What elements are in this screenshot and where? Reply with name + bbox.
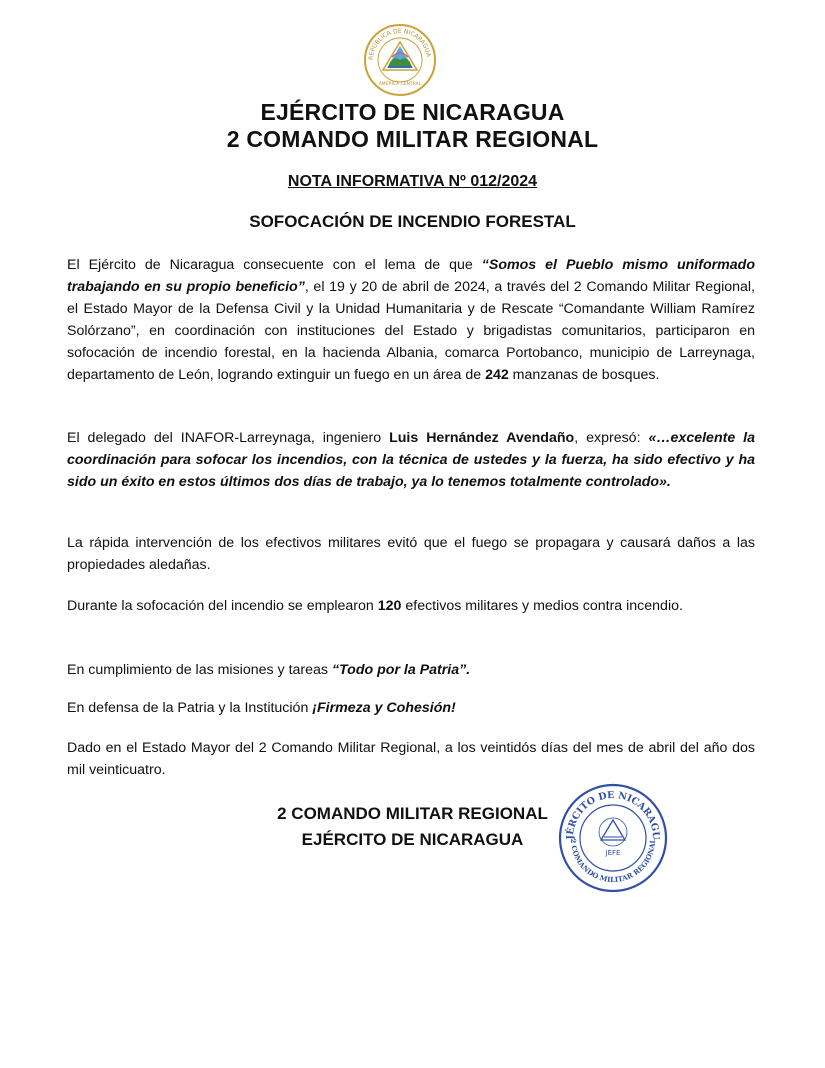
p1-text-a: El Ejército de Nicaragua consecuente con el lema de que (67, 257, 482, 273)
p1-area-value: 242 (485, 367, 509, 383)
official-seal-icon (557, 782, 669, 894)
p2-person-name: Luis Hernández Avendaño (389, 430, 575, 446)
p5-text-a: En cumplimiento de las misiones y tareas (67, 662, 332, 678)
p1-motto-quote: “Somos el Pueblo mismo uniformado trabajando en su propio beneficio” (67, 257, 755, 295)
emblem-lower-text: AMÉRICA CENTRAL (378, 82, 422, 87)
stamp-ring-top: JÉRCITO DE NICARAGU (564, 789, 662, 840)
signature-line1: 2 COMANDO MILITAR REGIONAL (277, 804, 548, 823)
nicaragua-coat-of-arms-icon (362, 22, 438, 98)
p6-text-a: En defensa de la Patria y la Institución (67, 700, 313, 716)
paragraph-7: Dado en el Estado Mayor del 2 Comando Militar Regional, a los veintidós días del mes de abril del año dos mil veinticuatro. (67, 740, 755, 778)
signature-line2: EJÉRCITO DE NICARAGUA (301, 830, 524, 849)
coat-of-arms-emblem (362, 22, 438, 98)
nota-informativa-number: NOTA INFORMATIVA Nº 012/2024 (287, 173, 538, 190)
p1-text-b: , el 19 y 20 de abril de 2024, a través del 2 Comando Militar Regional, el Estado Mayor de la Defensa Civil y la Unidad Humanitaria y de Rescate “Comandante William Ramírez Solórzano”, en coordinación con instituciones del Estado y brigadistas comunitarios, participaron en sofocación de incendio forestal, en la hacienda Albania, comarca Portobanco, municipio de Larreynaga, departamento de León, logrando extinguir un fuego en un área de (67, 279, 755, 383)
emblem-ring-text: REPÚBLICA DE NICARAGUA (367, 27, 432, 61)
paragraph-4 (67, 595, 755, 617)
p2-quote: «…excelente la coordinación para sofocar los incendios, con la técnica de ustedes y la fuerza, ha sido efectivo y ha sido un éxito en estos últimos dos días de trabajo, ya lo tenemos totalmente controlado». (67, 430, 756, 490)
p6-quote: ¡Firmeza y Cohesión! (312, 700, 456, 716)
stamp-ring-bottom: 2 COMANDO MILITAR REGIONAL (568, 838, 658, 885)
document-subtitle: SOFOCACIÓN DE INCENDIO FORESTAL (249, 212, 576, 231)
p4-text-a: Durante la sofocación del incendio se emplearon (67, 598, 378, 614)
p2-text-a: El delegado del INAFOR-Larreynaga, ingeniero (67, 430, 390, 446)
paragraph-2 (67, 427, 755, 493)
stamp-center-text: JEFE (605, 849, 621, 857)
p4-count-value: 120 (377, 598, 402, 614)
paragraph-1 (67, 254, 755, 386)
p5-quote: “Todo por la Patria”. (331, 662, 471, 678)
paragraph-5 (67, 659, 755, 681)
org-title-line2: 2 COMANDO MILITAR REGIONAL (226, 126, 599, 152)
paragraph-3: La rápida intervención de los efectivos militares evitó que el fuego se propagara y causará daños a las propiedades aledañas. (67, 535, 755, 573)
p2-text-b: , expresó: (574, 430, 649, 446)
org-title-line1: EJÉRCITO DE NICARAGUA (260, 99, 565, 125)
official-stamp (557, 782, 669, 894)
p1-text-c: manzanas de bosques. (508, 367, 660, 383)
p4-text-b: efectivos militares y medios contra incendio. (401, 598, 683, 614)
paragraph-6 (67, 697, 755, 719)
svg-text:2 COMANDO MILITAR REGIONAL (569, 838, 657, 884)
